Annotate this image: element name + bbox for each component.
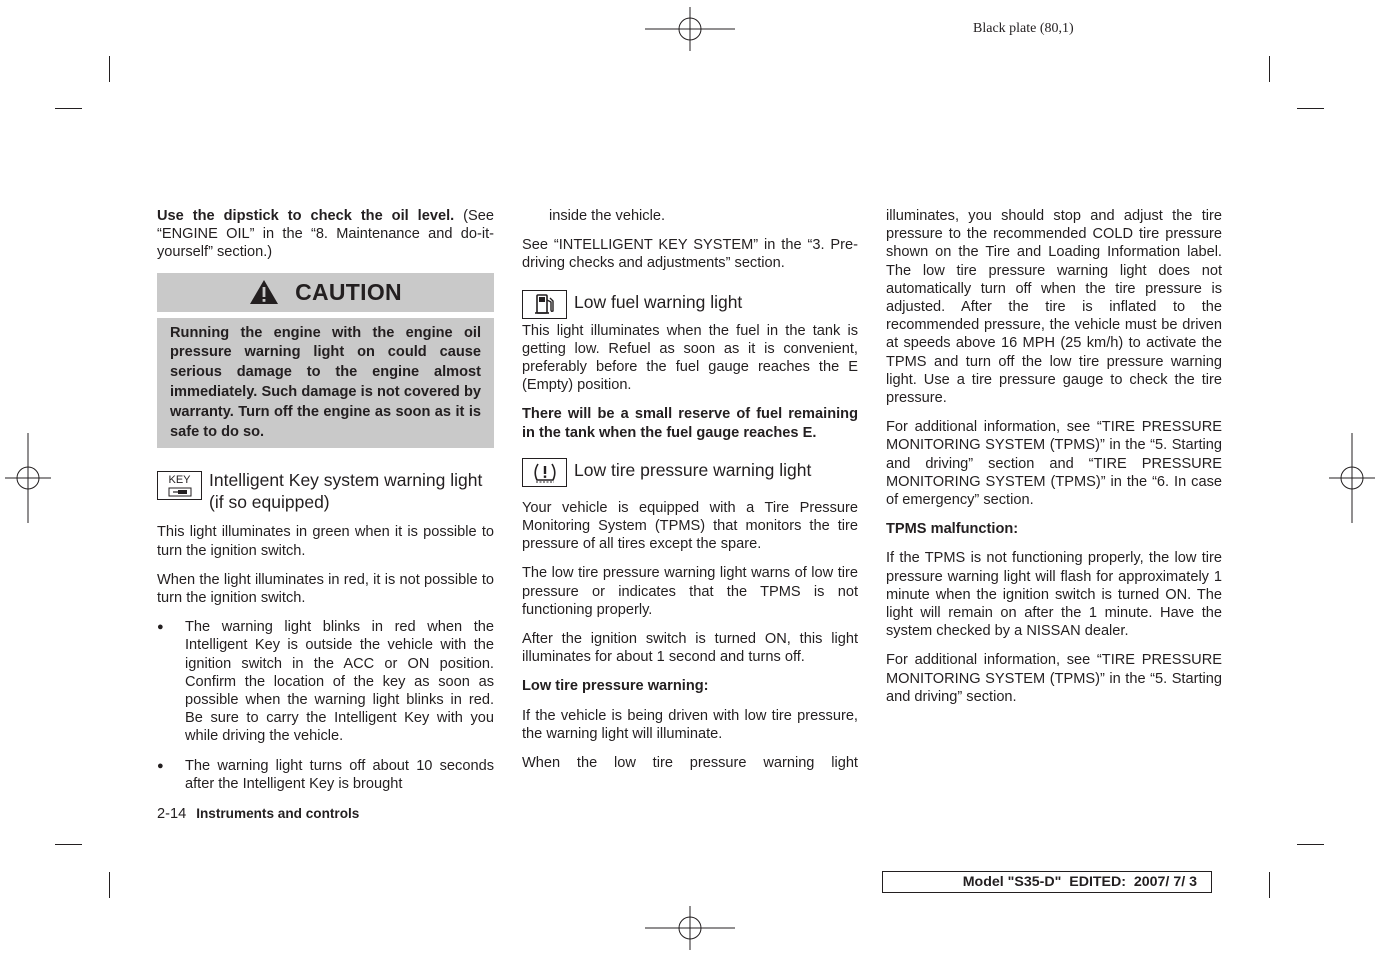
key-bullet-list (157, 618, 494, 793)
warning-triangle-icon (249, 279, 279, 305)
key-warning-title: Intelligent Key system warning light (if so equipped) (209, 470, 483, 512)
key-warning-heading (157, 470, 494, 513)
list-item: ● The warning light blinks in red when the Intelligent Key is outside the vehicle with the ignition switch in the ACC or ON position. Confirm the location of the key as soon as possible when the warning light blinks in red. Be sure to carry the Intelligent Key with you while driving the vehicle. (157, 618, 494, 745)
low-pressure-paragraph-2: When the low tire pressure warning light (522, 755, 858, 772)
registration-mark-bottom (645, 906, 735, 950)
tire-paragraph-2: The low tire pressure warning light warns of low tire pressure or indicates that the TPMS is not functioning properly. (522, 565, 858, 618)
section-title: Instruments and controls (196, 806, 360, 821)
page-footer (157, 806, 359, 822)
key-fob-icon (168, 487, 192, 497)
fuel-reserve-note: There will be a small reserve of fuel remaining in the tank when the fuel gauge reaches E. (522, 406, 858, 441)
key-icon-label: KEY (168, 473, 191, 486)
tire-warning-title: Low tire pressure warning light (574, 459, 812, 480)
tire-paragraph-1: Your vehicle is equipped with a Tire Pressure Monitoring System (TPMS) that monitors the tire pressure of all tires except the spare. (522, 499, 858, 553)
tpms-paragraph-2: For additional information, see “TIRE PRESSURE MONITORING SYSTEM (TPMS)” in the “5. Starting and driving” section and “TIRE PRESSURE MONITORING SYSTEM (TPMS)” in the “6. In case of emergency” section. (886, 419, 1222, 509)
column-1 (157, 207, 494, 804)
tpms-paragraph-1: illuminates, you should stop and adjust the tire pressure to the recommended COLD tire pressure shown on the Tire and Loading Information label. The low tire pressure warning light does not automatically turn off when the tire pressure is adjusted. After the tire is inflated to the recommended pressure, the vehicle must be driven at speeds above 16 MPH (25 km/h) to activate the TPMS and turn off the low tire pressure warning light. Use a tire pressure gauge to check the tire pressure. (886, 208, 1222, 407)
fuel-warning-heading (522, 289, 858, 319)
tire-paragraph-3: After the ignition switch is turned ON, this light illuminates for about 1 second and turns off. (522, 631, 858, 666)
dipstick-paragraph (157, 207, 494, 262)
column-2 (522, 207, 858, 783)
low-pressure-paragraph-1: If the vehicle is being driven with low tire pressure, the warning light will illuminate. (522, 707, 858, 742)
dipstick-rest: (See “ENGINE OIL” in the “8. Maintenance and do-it-yourself” section.) (157, 208, 494, 261)
tire-pressure-icon (522, 458, 567, 487)
page-number: 2-14 (157, 806, 187, 822)
edited-date: 2007/ 7/ 3 (1133, 874, 1197, 890)
tpms-malfunction-subheading: TPMS malfunction: (886, 521, 1019, 538)
tpms-paragraph-4: For additional information, see “TIRE PRESSURE MONITORING SYSTEM (TPMS)” in the “5. Starting and driving” section. (886, 652, 1222, 705)
tpms-paragraph-3: If the TPMS is not functioning properly, the low tire pressure warning light will flash for approximately 1 minute when the ignition switch is turned ON. The light will remain on after the 1 minute. Have the system checked by a NISSAN dealer. (886, 550, 1222, 640)
caution-title: CAUTION (295, 279, 402, 305)
column-3 (886, 207, 1222, 717)
fuel-warning-title: Low fuel warning light (574, 291, 743, 312)
tire-warning-heading (522, 457, 858, 487)
dipstick-bold: Use the dipstick to check the oil level. (157, 208, 455, 224)
model-edit-box (882, 871, 1212, 893)
caution-text: Running the engine with the engine oil pressure warning light on could cause serious damage to the engine almost immediately. Such damage is not covered by warranty. Turn off the engine as soon as it is safe to do so. (157, 318, 494, 449)
key-paragraph-2: When the light illuminates in red, it is not possible to turn the ignition switch. (157, 571, 494, 606)
list-item: ● The warning light turns off about 10 seconds after the Intelligent Key is brought (157, 757, 494, 793)
edited-label: EDITED: (1069, 874, 1126, 890)
registration-mark-right (1329, 433, 1375, 523)
registration-mark-left (5, 433, 51, 523)
continued-text: inside the vehicle. (549, 208, 666, 224)
model-code: "S35-D" (1007, 874, 1062, 890)
caution-header (157, 273, 494, 312)
intelligent-key-icon (157, 471, 202, 500)
registration-mark-top (645, 7, 735, 51)
fuel-pump-icon (522, 290, 567, 319)
low-pressure-subheading: Low tire pressure warning: (522, 678, 709, 695)
model-label: Model (962, 874, 1004, 890)
key-paragraph-1: This light illuminates in green when it is possible to turn the ignition switch. (157, 524, 494, 559)
see-intelligent-key: See “INTELLIGENT KEY SYSTEM” in the “3. Pre-driving checks and adjustments” section. (522, 237, 858, 272)
plate-label: Black plate (80,1) (973, 21, 1074, 36)
fuel-paragraph: This light illuminates when the fuel in the tank is getting low. Refuel as soon as it is convenient, preferably before the fuel gauge reaches the E (Empty) position. (522, 322, 858, 394)
